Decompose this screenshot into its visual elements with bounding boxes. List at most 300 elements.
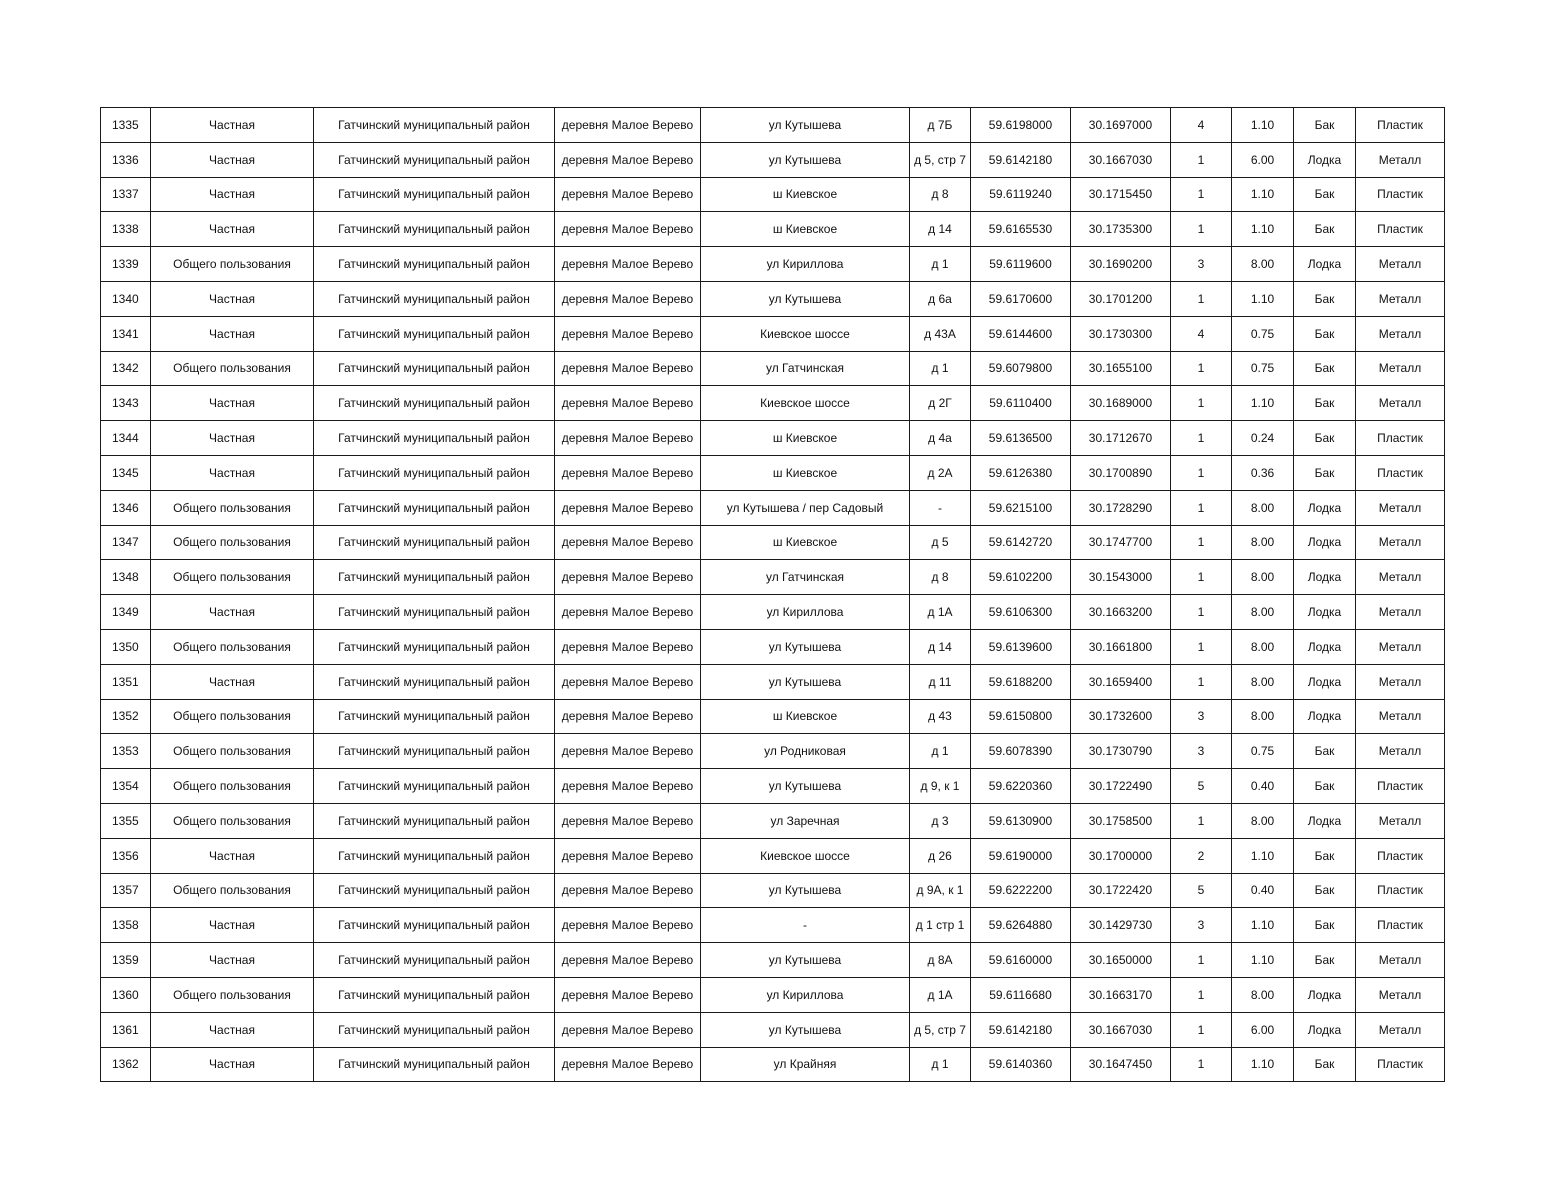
cell-material: Металл bbox=[1356, 629, 1445, 664]
cell-ownership: Частная bbox=[151, 664, 314, 699]
table-row bbox=[101, 421, 1445, 456]
cell-volume: 1.10 bbox=[1232, 212, 1294, 247]
table-row bbox=[101, 908, 1445, 943]
cell-house: д 3 bbox=[910, 803, 971, 838]
cell-settlement: деревня Малое Верево bbox=[555, 525, 701, 560]
table-row bbox=[101, 560, 1445, 595]
cell-ownership: Частная bbox=[151, 212, 314, 247]
cell-settlement: деревня Малое Верево bbox=[555, 490, 701, 525]
cell-container-count: 1 bbox=[1171, 421, 1232, 456]
cell-street: ул Кириллова bbox=[701, 595, 910, 630]
cell-longitude: 30.1661800 bbox=[1071, 629, 1171, 664]
cell-ownership: Частная bbox=[151, 281, 314, 316]
table-row bbox=[101, 977, 1445, 1012]
cell-district: Гатчинский муниципальный район bbox=[314, 525, 555, 560]
cell-house: д 26 bbox=[910, 838, 971, 873]
cell-container-type: Бак bbox=[1294, 177, 1356, 212]
cell-container-type: Бак bbox=[1294, 386, 1356, 421]
cell-material: Пластик bbox=[1356, 212, 1445, 247]
cell-material: Пластик bbox=[1356, 838, 1445, 873]
cell-longitude: 30.1689000 bbox=[1071, 386, 1171, 421]
cell-longitude: 30.1650000 bbox=[1071, 943, 1171, 978]
cell-district: Гатчинский муниципальный район bbox=[314, 769, 555, 804]
cell-longitude: 30.1663170 bbox=[1071, 977, 1171, 1012]
cell-volume: 8.00 bbox=[1232, 699, 1294, 734]
table-row bbox=[101, 281, 1445, 316]
cell-district: Гатчинский муниципальный район bbox=[314, 142, 555, 177]
cell-street: ул Кутышева bbox=[701, 1012, 910, 1047]
cell-longitude: 30.1730790 bbox=[1071, 734, 1171, 769]
cell-latitude: 59.6142720 bbox=[971, 525, 1071, 560]
cell-longitude: 30.1732600 bbox=[1071, 699, 1171, 734]
cell-latitude: 59.6222200 bbox=[971, 873, 1071, 908]
cell-container-count: 3 bbox=[1171, 908, 1232, 943]
cell-latitude: 59.6160000 bbox=[971, 943, 1071, 978]
cell-ownership: Частная bbox=[151, 1012, 314, 1047]
cell-volume: 1.10 bbox=[1232, 281, 1294, 316]
cell-container-count: 1 bbox=[1171, 629, 1232, 664]
cell-container-type: Лодка bbox=[1294, 247, 1356, 282]
cell-material: Пластик bbox=[1356, 908, 1445, 943]
cell-district: Гатчинский муниципальный район bbox=[314, 595, 555, 630]
table-row bbox=[101, 1012, 1445, 1047]
cell-house: - bbox=[910, 490, 971, 525]
cell-longitude: 30.1429730 bbox=[1071, 908, 1171, 943]
cell-container-type: Бак bbox=[1294, 734, 1356, 769]
cell-latitude: 59.6102200 bbox=[971, 560, 1071, 595]
cell-house: д 9, к 1 bbox=[910, 769, 971, 804]
cell-material: Металл bbox=[1356, 142, 1445, 177]
cell-material: Металл bbox=[1356, 699, 1445, 734]
cell-street: ш Киевское bbox=[701, 421, 910, 456]
cell-district: Гатчинский муниципальный район bbox=[314, 664, 555, 699]
cell-material: Металл bbox=[1356, 281, 1445, 316]
cell-container-count: 1 bbox=[1171, 525, 1232, 560]
cell-longitude: 30.1730300 bbox=[1071, 316, 1171, 351]
cell-volume: 8.00 bbox=[1232, 247, 1294, 282]
cell-settlement: деревня Малое Верево bbox=[555, 699, 701, 734]
cell-ownership: Общего пользования bbox=[151, 525, 314, 560]
cell-settlement: деревня Малое Верево bbox=[555, 873, 701, 908]
cell-number: 1335 bbox=[101, 108, 151, 143]
cell-latitude: 59.6136500 bbox=[971, 421, 1071, 456]
cell-street: ш Киевское bbox=[701, 699, 910, 734]
cell-district: Гатчинский муниципальный район bbox=[314, 629, 555, 664]
cell-longitude: 30.1747700 bbox=[1071, 525, 1171, 560]
table-row bbox=[101, 316, 1445, 351]
cell-settlement: деревня Малое Верево bbox=[555, 1047, 701, 1082]
cell-container-type: Лодка bbox=[1294, 664, 1356, 699]
cell-material: Пластик bbox=[1356, 108, 1445, 143]
cell-latitude: 59.6144600 bbox=[971, 316, 1071, 351]
cell-container-count: 1 bbox=[1171, 977, 1232, 1012]
cell-longitude: 30.1722490 bbox=[1071, 769, 1171, 804]
cell-volume: 8.00 bbox=[1232, 560, 1294, 595]
cell-longitude: 30.1722420 bbox=[1071, 873, 1171, 908]
cell-settlement: деревня Малое Верево bbox=[555, 421, 701, 456]
cell-settlement: деревня Малое Верево bbox=[555, 1012, 701, 1047]
cell-container-count: 1 bbox=[1171, 664, 1232, 699]
table-row bbox=[101, 873, 1445, 908]
cell-settlement: деревня Малое Верево bbox=[555, 595, 701, 630]
cell-volume: 8.00 bbox=[1232, 525, 1294, 560]
cell-settlement: деревня Малое Верево bbox=[555, 838, 701, 873]
cell-street: ш Киевское bbox=[701, 177, 910, 212]
table-row bbox=[101, 629, 1445, 664]
cell-volume: 1.10 bbox=[1232, 943, 1294, 978]
cell-ownership: Частная bbox=[151, 455, 314, 490]
cell-street: ул Кириллова bbox=[701, 247, 910, 282]
cell-house: д 1 bbox=[910, 247, 971, 282]
cell-ownership: Частная bbox=[151, 595, 314, 630]
cell-volume: 6.00 bbox=[1232, 142, 1294, 177]
cell-longitude: 30.1659400 bbox=[1071, 664, 1171, 699]
cell-district: Гатчинский муниципальный район bbox=[314, 943, 555, 978]
cell-ownership: Частная bbox=[151, 838, 314, 873]
cell-ownership: Частная bbox=[151, 142, 314, 177]
cell-longitude: 30.1758500 bbox=[1071, 803, 1171, 838]
cell-settlement: деревня Малое Верево bbox=[555, 177, 701, 212]
cell-container-count: 1 bbox=[1171, 490, 1232, 525]
cell-volume: 0.75 bbox=[1232, 316, 1294, 351]
cell-house: д 11 bbox=[910, 664, 971, 699]
cell-house: д 7Б bbox=[910, 108, 971, 143]
cell-container-type: Бак bbox=[1294, 281, 1356, 316]
cell-house: д 1 bbox=[910, 734, 971, 769]
table-row bbox=[101, 595, 1445, 630]
cell-material: Металл bbox=[1356, 351, 1445, 386]
cell-district: Гатчинский муниципальный район bbox=[314, 386, 555, 421]
cell-number: 1343 bbox=[101, 386, 151, 421]
cell-street: ул Крайняя bbox=[701, 1047, 910, 1082]
cell-street: ул Кутышева bbox=[701, 629, 910, 664]
cell-container-count: 1 bbox=[1171, 142, 1232, 177]
cell-container-type: Бак bbox=[1294, 316, 1356, 351]
cell-volume: 1.10 bbox=[1232, 386, 1294, 421]
cell-volume: 0.40 bbox=[1232, 769, 1294, 804]
cell-district: Гатчинский муниципальный район bbox=[314, 873, 555, 908]
cell-number: 1337 bbox=[101, 177, 151, 212]
cell-house: д 2А bbox=[910, 455, 971, 490]
cell-ownership: Общего пользования bbox=[151, 247, 314, 282]
cell-number: 1357 bbox=[101, 873, 151, 908]
cell-container-type: Лодка bbox=[1294, 803, 1356, 838]
cell-latitude: 59.6116680 bbox=[971, 977, 1071, 1012]
cell-longitude: 30.1697000 bbox=[1071, 108, 1171, 143]
cell-settlement: деревня Малое Верево bbox=[555, 769, 701, 804]
cell-volume: 1.10 bbox=[1232, 1047, 1294, 1082]
cell-settlement: деревня Малое Верево bbox=[555, 316, 701, 351]
cell-material: Металл bbox=[1356, 247, 1445, 282]
cell-street: ш Киевское bbox=[701, 525, 910, 560]
cell-volume: 8.00 bbox=[1232, 977, 1294, 1012]
cell-street: ул Гатчинская bbox=[701, 351, 910, 386]
table-row bbox=[101, 455, 1445, 490]
cell-container-type: Бак bbox=[1294, 108, 1356, 143]
cell-material: Металл bbox=[1356, 734, 1445, 769]
cell-volume: 8.00 bbox=[1232, 664, 1294, 699]
cell-district: Гатчинский муниципальный район bbox=[314, 803, 555, 838]
cell-longitude: 30.1701200 bbox=[1071, 281, 1171, 316]
cell-latitude: 59.6130900 bbox=[971, 803, 1071, 838]
cell-container-count: 1 bbox=[1171, 1047, 1232, 1082]
cell-latitude: 59.6215100 bbox=[971, 490, 1071, 525]
cell-number: 1341 bbox=[101, 316, 151, 351]
cell-material: Металл bbox=[1356, 525, 1445, 560]
cell-ownership: Частная bbox=[151, 177, 314, 212]
cell-latitude: 59.6150800 bbox=[971, 699, 1071, 734]
cell-container-type: Бак bbox=[1294, 351, 1356, 386]
cell-street: ул Кутышева bbox=[701, 108, 910, 143]
cell-latitude: 59.6264880 bbox=[971, 908, 1071, 943]
cell-container-type: Лодка bbox=[1294, 142, 1356, 177]
cell-longitude: 30.1647450 bbox=[1071, 1047, 1171, 1082]
cell-latitude: 59.6078390 bbox=[971, 734, 1071, 769]
cell-district: Гатчинский муниципальный район bbox=[314, 281, 555, 316]
cell-container-count: 1 bbox=[1171, 1012, 1232, 1047]
cell-district: Гатчинский муниципальный район bbox=[314, 108, 555, 143]
cell-material: Пластик bbox=[1356, 873, 1445, 908]
cell-street: ул Заречная bbox=[701, 803, 910, 838]
cell-latitude: 59.6126380 bbox=[971, 455, 1071, 490]
cell-number: 1336 bbox=[101, 142, 151, 177]
cell-volume: 8.00 bbox=[1232, 595, 1294, 630]
cell-street: ул Кутышева bbox=[701, 873, 910, 908]
cell-street: ул Кутышева bbox=[701, 664, 910, 699]
cell-ownership: Общего пользования bbox=[151, 734, 314, 769]
cell-street: ул Кириллова bbox=[701, 977, 910, 1012]
table-body bbox=[101, 108, 1445, 1082]
cell-house: д 2Г bbox=[910, 386, 971, 421]
cell-longitude: 30.1667030 bbox=[1071, 1012, 1171, 1047]
cell-ownership: Общего пользования bbox=[151, 699, 314, 734]
cell-ownership: Частная bbox=[151, 421, 314, 456]
cell-house: д 6а bbox=[910, 281, 971, 316]
cell-house: д 1 bbox=[910, 1047, 971, 1082]
cell-volume: 8.00 bbox=[1232, 803, 1294, 838]
cell-longitude: 30.1735300 bbox=[1071, 212, 1171, 247]
cell-settlement: деревня Малое Верево bbox=[555, 560, 701, 595]
cell-container-type: Лодка bbox=[1294, 560, 1356, 595]
cell-material: Металл bbox=[1356, 664, 1445, 699]
cell-district: Гатчинский муниципальный район bbox=[314, 699, 555, 734]
cell-latitude: 59.6110400 bbox=[971, 386, 1071, 421]
cell-container-count: 5 bbox=[1171, 873, 1232, 908]
cell-district: Гатчинский муниципальный район bbox=[314, 1012, 555, 1047]
cell-settlement: деревня Малое Верево bbox=[555, 664, 701, 699]
cell-settlement: деревня Малое Верево bbox=[555, 108, 701, 143]
cell-street: ш Киевское bbox=[701, 212, 910, 247]
cell-longitude: 30.1715450 bbox=[1071, 177, 1171, 212]
cell-settlement: деревня Малое Верево bbox=[555, 803, 701, 838]
table-row bbox=[101, 803, 1445, 838]
cell-number: 1358 bbox=[101, 908, 151, 943]
cell-house: д 8 bbox=[910, 560, 971, 595]
cell-number: 1350 bbox=[101, 629, 151, 664]
cell-number: 1347 bbox=[101, 525, 151, 560]
cell-house: д 5, стр 7 bbox=[910, 1012, 971, 1047]
cell-material: Пластик bbox=[1356, 177, 1445, 212]
table-row bbox=[101, 212, 1445, 247]
cell-container-count: 1 bbox=[1171, 351, 1232, 386]
table-row bbox=[101, 699, 1445, 734]
cell-container-count: 1 bbox=[1171, 803, 1232, 838]
table-row bbox=[101, 734, 1445, 769]
cell-district: Гатчинский муниципальный район bbox=[314, 490, 555, 525]
cell-longitude: 30.1712670 bbox=[1071, 421, 1171, 456]
table-row bbox=[101, 177, 1445, 212]
cell-house: д 8 bbox=[910, 177, 971, 212]
cell-number: 1360 bbox=[101, 977, 151, 1012]
table-row bbox=[101, 142, 1445, 177]
cell-district: Гатчинский муниципальный район bbox=[314, 838, 555, 873]
cell-district: Гатчинский муниципальный район bbox=[314, 351, 555, 386]
cell-volume: 1.10 bbox=[1232, 108, 1294, 143]
cell-container-type: Бак bbox=[1294, 455, 1356, 490]
cell-number: 1359 bbox=[101, 943, 151, 978]
cell-number: 1338 bbox=[101, 212, 151, 247]
cell-number: 1344 bbox=[101, 421, 151, 456]
table-row bbox=[101, 664, 1445, 699]
cell-material: Пластик bbox=[1356, 1047, 1445, 1082]
cell-ownership: Общего пользования bbox=[151, 629, 314, 664]
cell-longitude: 30.1690200 bbox=[1071, 247, 1171, 282]
cell-material: Металл bbox=[1356, 943, 1445, 978]
cell-street: ул Кутышева bbox=[701, 142, 910, 177]
cell-house: д 5 bbox=[910, 525, 971, 560]
cell-latitude: 59.6106300 bbox=[971, 595, 1071, 630]
cell-volume: 1.10 bbox=[1232, 838, 1294, 873]
cell-container-count: 1 bbox=[1171, 177, 1232, 212]
cell-container-count: 1 bbox=[1171, 455, 1232, 490]
cell-street: Киевское шоссе bbox=[701, 316, 910, 351]
cell-ownership: Частная bbox=[151, 316, 314, 351]
cell-district: Гатчинский муниципальный район bbox=[314, 316, 555, 351]
cell-settlement: деревня Малое Верево bbox=[555, 734, 701, 769]
cell-house: д 8А bbox=[910, 943, 971, 978]
cell-container-count: 1 bbox=[1171, 943, 1232, 978]
cell-container-type: Бак bbox=[1294, 873, 1356, 908]
cell-volume: 6.00 bbox=[1232, 1012, 1294, 1047]
cell-number: 1361 bbox=[101, 1012, 151, 1047]
cell-volume: 0.24 bbox=[1232, 421, 1294, 456]
cell-house: д 14 bbox=[910, 629, 971, 664]
cell-ownership: Общего пользования bbox=[151, 560, 314, 595]
cell-district: Гатчинский муниципальный район bbox=[314, 421, 555, 456]
cell-material: Пластик bbox=[1356, 421, 1445, 456]
cell-district: Гатчинский муниципальный район bbox=[314, 908, 555, 943]
cell-volume: 0.36 bbox=[1232, 455, 1294, 490]
cell-latitude: 59.6220360 bbox=[971, 769, 1071, 804]
cell-material: Металл bbox=[1356, 803, 1445, 838]
cell-settlement: деревня Малое Верево bbox=[555, 629, 701, 664]
cell-district: Гатчинский муниципальный район bbox=[314, 177, 555, 212]
cell-container-count: 3 bbox=[1171, 734, 1232, 769]
cell-settlement: деревня Малое Верево bbox=[555, 351, 701, 386]
cell-longitude: 30.1700890 bbox=[1071, 455, 1171, 490]
cell-house: д 14 bbox=[910, 212, 971, 247]
cell-latitude: 59.6119600 bbox=[971, 247, 1071, 282]
cell-container-type: Лодка bbox=[1294, 977, 1356, 1012]
cell-container-count: 4 bbox=[1171, 316, 1232, 351]
cell-longitude: 30.1728290 bbox=[1071, 490, 1171, 525]
cell-longitude: 30.1667030 bbox=[1071, 142, 1171, 177]
cell-container-type: Лодка bbox=[1294, 629, 1356, 664]
cell-number: 1356 bbox=[101, 838, 151, 873]
cell-street: Киевское шоссе bbox=[701, 838, 910, 873]
cell-house: д 1 стр 1 bbox=[910, 908, 971, 943]
cell-volume: 8.00 bbox=[1232, 629, 1294, 664]
cell-container-count: 1 bbox=[1171, 595, 1232, 630]
cell-district: Гатчинский муниципальный район bbox=[314, 977, 555, 1012]
cell-house: д 43А bbox=[910, 316, 971, 351]
table-row bbox=[101, 943, 1445, 978]
cell-latitude: 59.6165530 bbox=[971, 212, 1071, 247]
cell-settlement: деревня Малое Верево bbox=[555, 281, 701, 316]
cell-number: 1345 bbox=[101, 455, 151, 490]
cell-longitude: 30.1655100 bbox=[1071, 351, 1171, 386]
cell-ownership: Общего пользования bbox=[151, 873, 314, 908]
cell-latitude: 59.6142180 bbox=[971, 142, 1071, 177]
table-row bbox=[101, 1047, 1445, 1082]
cell-settlement: деревня Малое Верево bbox=[555, 142, 701, 177]
cell-number: 1352 bbox=[101, 699, 151, 734]
cell-street: ул Родниковая bbox=[701, 734, 910, 769]
cell-ownership: Частная bbox=[151, 1047, 314, 1082]
cell-material: Металл bbox=[1356, 490, 1445, 525]
cell-settlement: деревня Малое Верево bbox=[555, 247, 701, 282]
cell-container-type: Бак bbox=[1294, 908, 1356, 943]
cell-container-type: Лодка bbox=[1294, 595, 1356, 630]
cell-material: Пластик bbox=[1356, 455, 1445, 490]
cell-settlement: деревня Малое Верево bbox=[555, 455, 701, 490]
cell-latitude: 59.6198000 bbox=[971, 108, 1071, 143]
cell-material: Пластик bbox=[1356, 769, 1445, 804]
cell-latitude: 59.6119240 bbox=[971, 177, 1071, 212]
cell-volume: 0.75 bbox=[1232, 351, 1294, 386]
cell-container-count: 1 bbox=[1171, 212, 1232, 247]
cell-number: 1362 bbox=[101, 1047, 151, 1082]
cell-container-type: Лодка bbox=[1294, 1012, 1356, 1047]
cell-volume: 0.40 bbox=[1232, 873, 1294, 908]
cell-container-count: 4 bbox=[1171, 108, 1232, 143]
cell-longitude: 30.1700000 bbox=[1071, 838, 1171, 873]
cell-container-count: 2 bbox=[1171, 838, 1232, 873]
cell-ownership: Частная bbox=[151, 908, 314, 943]
cell-latitude: 59.6079800 bbox=[971, 351, 1071, 386]
cell-container-type: Лодка bbox=[1294, 490, 1356, 525]
cell-container-type: Бак bbox=[1294, 421, 1356, 456]
cell-district: Гатчинский муниципальный район bbox=[314, 1047, 555, 1082]
cell-number: 1339 bbox=[101, 247, 151, 282]
cell-number: 1340 bbox=[101, 281, 151, 316]
cell-material: Металл bbox=[1356, 595, 1445, 630]
cell-longitude: 30.1543000 bbox=[1071, 560, 1171, 595]
cell-street: ул Кутышева bbox=[701, 281, 910, 316]
cell-latitude: 59.6188200 bbox=[971, 664, 1071, 699]
cell-district: Гатчинский муниципальный район bbox=[314, 734, 555, 769]
cell-material: Металл bbox=[1356, 1012, 1445, 1047]
cell-material: Металл bbox=[1356, 316, 1445, 351]
cell-latitude: 59.6142180 bbox=[971, 1012, 1071, 1047]
cell-number: 1355 bbox=[101, 803, 151, 838]
cell-volume: 8.00 bbox=[1232, 490, 1294, 525]
cell-volume: 1.10 bbox=[1232, 177, 1294, 212]
cell-container-count: 5 bbox=[1171, 769, 1232, 804]
table-row bbox=[101, 525, 1445, 560]
cell-street: ул Кутышева bbox=[701, 769, 910, 804]
cell-district: Гатчинский муниципальный район bbox=[314, 247, 555, 282]
